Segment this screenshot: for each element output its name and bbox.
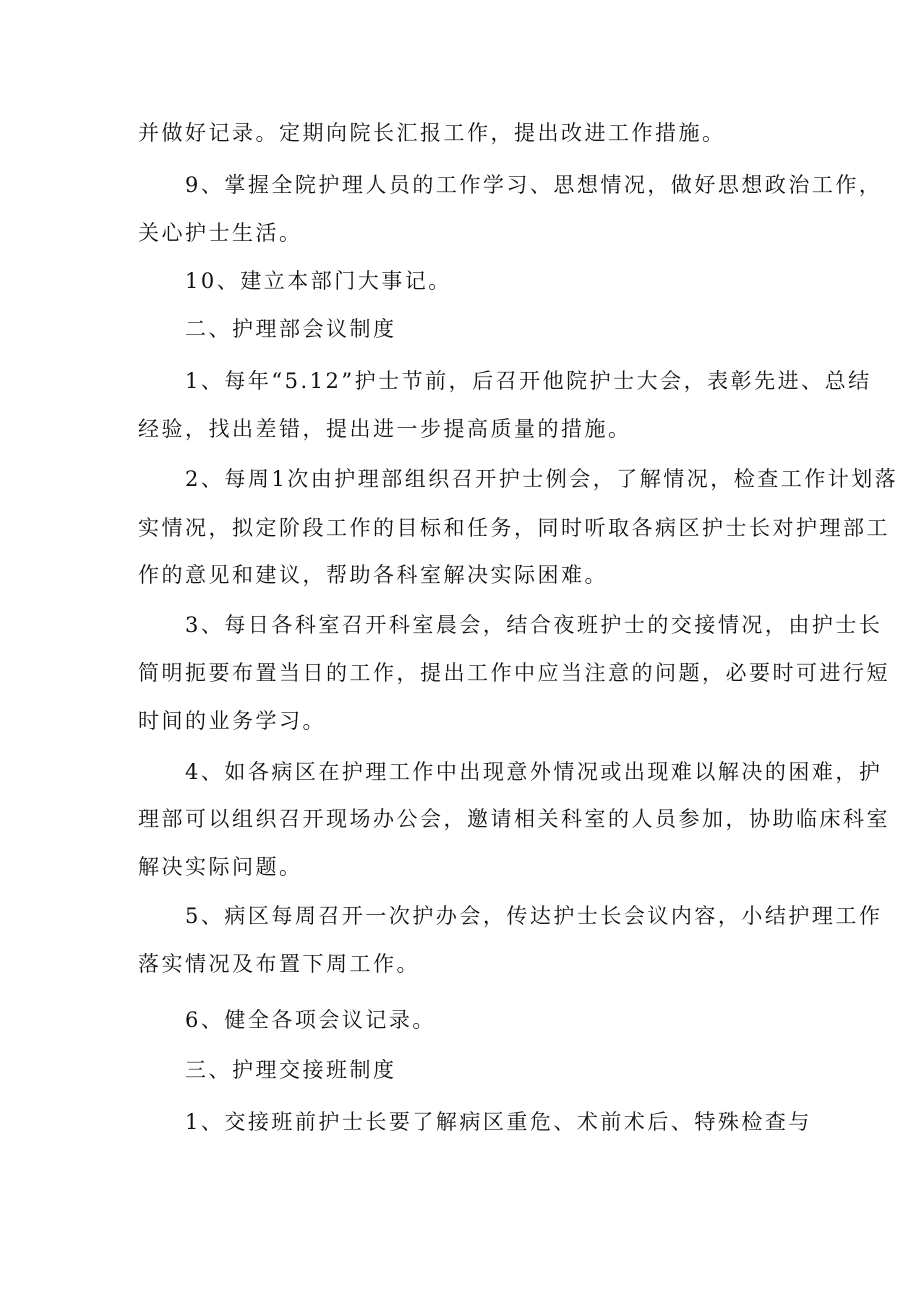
text-line: 3、每日各科室召开科室晨会，结合夜班护士的交接情况，由护士长 [185, 613, 883, 637]
text-line: 2、每周1次由护理部组织召开护士例会，了解情况，检查工作计划落 [185, 467, 899, 491]
text-line: 实情况，拟定阶段工作的目标和任务，同时听取各病区护士长对护理部工 [138, 516, 890, 540]
text-line: 作的意见和建议，帮助各科室解决实际困难。 [138, 563, 608, 587]
text-line: 理部可以组织召开现场办公会，邀请相关科室的人员参加，协助临床科室 [138, 807, 890, 831]
text-line: 并做好记录。定期向院长汇报工作，提出改进工作措施。 [138, 121, 726, 145]
text-line: 落实情况及布置下周工作。 [138, 952, 420, 976]
text-line: 4、如各病区在护理工作中出现意外情况或出现难以解决的困难，护 [185, 760, 883, 784]
text-line: 9、掌握全院护理人员的工作学习、思想情况，做好思想政治工作， [185, 173, 883, 197]
section-heading: 二、护理部会议制度 [185, 317, 397, 341]
text-line: 10、建立本部门大事记。 [185, 269, 452, 293]
text-line: 解决实际问题。 [138, 855, 303, 879]
text-line: 经验，找出差错，提出进一步提高质量的措施。 [138, 417, 632, 441]
text-line: 时间的业务学习。 [138, 709, 326, 733]
section-heading: 三、护理交接班制度 [185, 1058, 397, 1082]
text-line: 6、健全各项会议记录。 [185, 1008, 436, 1032]
text-line: 关心护士生活。 [138, 221, 303, 245]
text-line: 5、病区每周召开一次护办会，传达护士长会议内容，小结护理工作 [185, 904, 883, 928]
text-line: 1、每年“5.12”护士节前，后召开他院护士大会，表彰先进、总结 [185, 369, 872, 393]
text-line: 简明扼要布置当日的工作，提出工作中应当注意的问题，必要时可进行短 [138, 661, 890, 685]
text-line: 1、交接班前护士长要了解病区重危、术前术后、特殊检查与 [185, 1110, 812, 1134]
